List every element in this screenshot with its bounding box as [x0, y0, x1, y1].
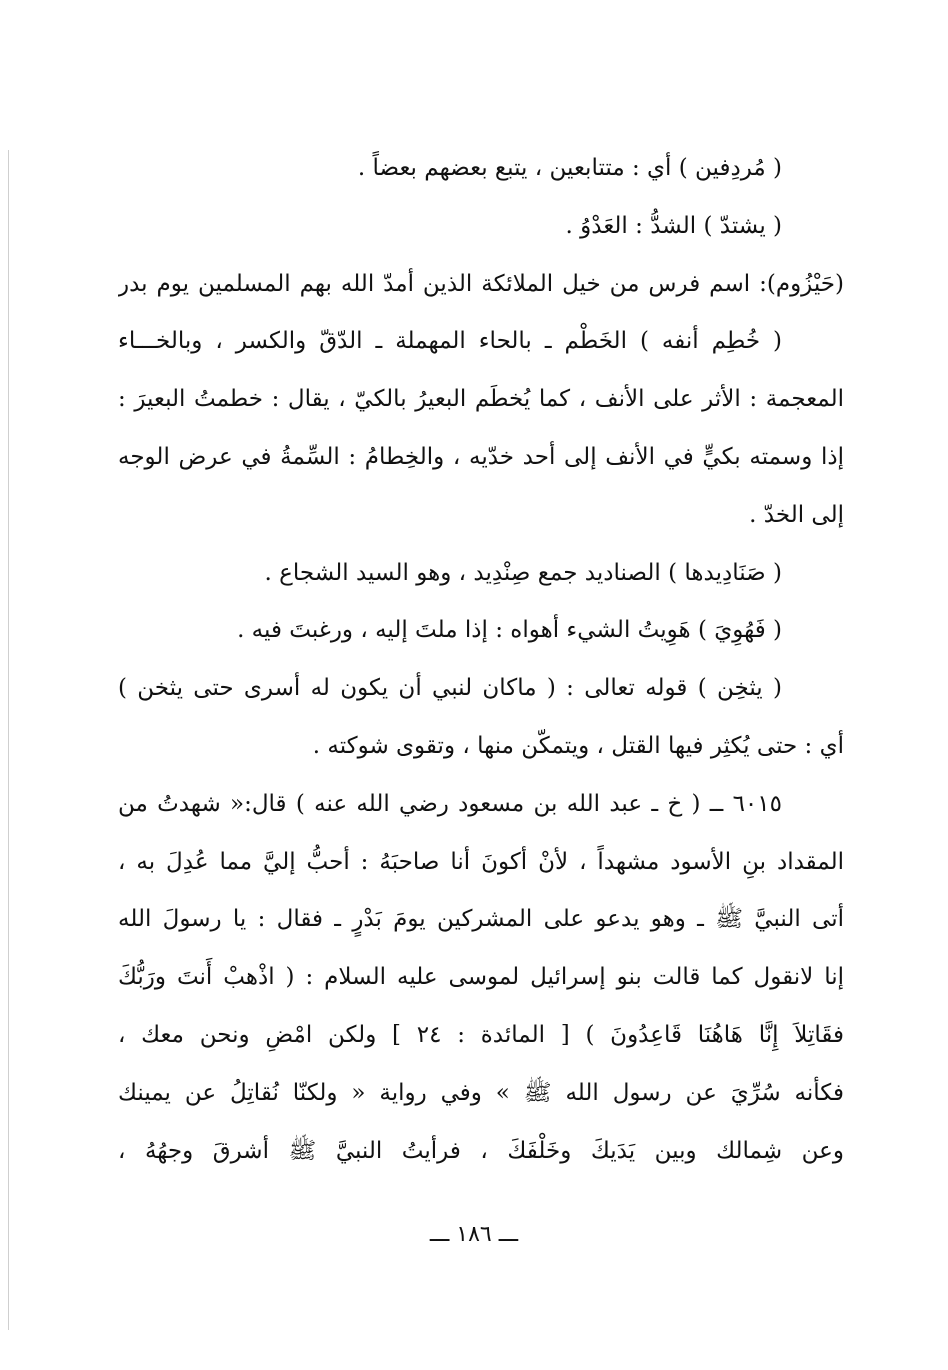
hadith-6015-line-7: وعن شِمالك وبين يَدَيكَ وخَلْفَكَ ، فرأيتُ النبيَّ ﷺ أشرقَ وجهُهُ ، — [118, 1137, 844, 1164]
hadith-6015-line-4: إنا لانقول كما قالت بنو إسرائيل لموسى عليه السلام : ( اذْهبْ أَنتَ ورَبُّكَ — [118, 964, 844, 991]
page-number: ـــ ١٨٦ ـــ — [429, 1222, 519, 1247]
hadith-6015-line-1: ٦٠١٥ ــ ( خ ـ عبد الله بن مسعود رضي الله عنه ) قال:« شهدتُ من — [118, 790, 782, 817]
gloss-yuthkhin-line-2: أي : حتى يُكثِر فيها القتل ، ويتمكّن منها ، وتقوى شوكته . — [312, 732, 844, 759]
gloss-khutim-line-4: إلى الخدّ . — [749, 501, 844, 528]
hadith-6015-line-2: المقداد بنِ الأسود مشهداً ، لأنْ أكونَ أنا صاحبَهُ : أحبُّ إليَّ مما عُدِلَ به ، — [118, 848, 844, 875]
gloss-murdifin: ( مُردِفين ) أي : متتابعين ، يتبع بعضهم بعضاً . — [357, 155, 782, 181]
hadith-6015-line-5: فقَاتِلاَ إِنَّا هَاهُنَا قَاعِدُونَ ) [ المائدة : ٢٤ ] ولكن امْضِ ونحن معك ، — [118, 1021, 844, 1048]
gloss-fahawiya: ( فَهُوِيَ ) هَوِيتُ الشيء أهواه : إذا ملتَ إليه ، ورغبتَ فيه . — [237, 617, 782, 644]
scan-margin-line — [8, 150, 9, 1330]
gloss-khutim-line-3: إذا وسمته بكيٍّ في الأنف إلى أحد خدّيه ، والخِطامُ : السِّمةُ في عرض الوجه — [118, 443, 844, 470]
gloss-yuthkhin-line-1: ( يثخِن ) قوله تعالى : ( ماكان لنبي أن يكون له أسرى حتى يثخن ) — [118, 675, 782, 702]
gloss-hayzum: (حَيْزُوم): اسم فرس من خيل الملائكة الذين أمدّ الله بهم المسلمين يوم بدر — [118, 270, 844, 297]
gloss-sanadid: ( صَنَادِيدها ) الصناديد جمع صِنْدِيد ، وهو السيد الشجاع . — [264, 559, 782, 586]
main-text — [118, 140, 844, 1180]
gloss-khutim-line-2: المعجمة : الأثر على الأنف ، كما يُخطَم البعيرُ بالكيّ ، يقال : خطمتُ البعيرَ : — [118, 386, 844, 413]
gloss-khutim-line-1: ( خُطِم أنفه ) الخَطْم ـ بالحاء المهملة ـ الدّقّ والكسر ، وبالخـــاء — [118, 328, 782, 355]
gloss-yashtadd: ( يشتدّ ) الشدُّ : العَدْوُ . — [565, 212, 782, 239]
hadith-6015-line-3: أتى النبيَّ ﷺ ـ وهو يدعو على المشركين يومَ بَدْرٍ ـ فقال : يا رسولَ الله — [118, 906, 844, 933]
hadith-6015-line-6: فكأنه سُرِّيَ عن رسول الله ﷺ » وفي رواية « ولكنّا نُقاتِلُ عن يمينك — [118, 1079, 844, 1106]
